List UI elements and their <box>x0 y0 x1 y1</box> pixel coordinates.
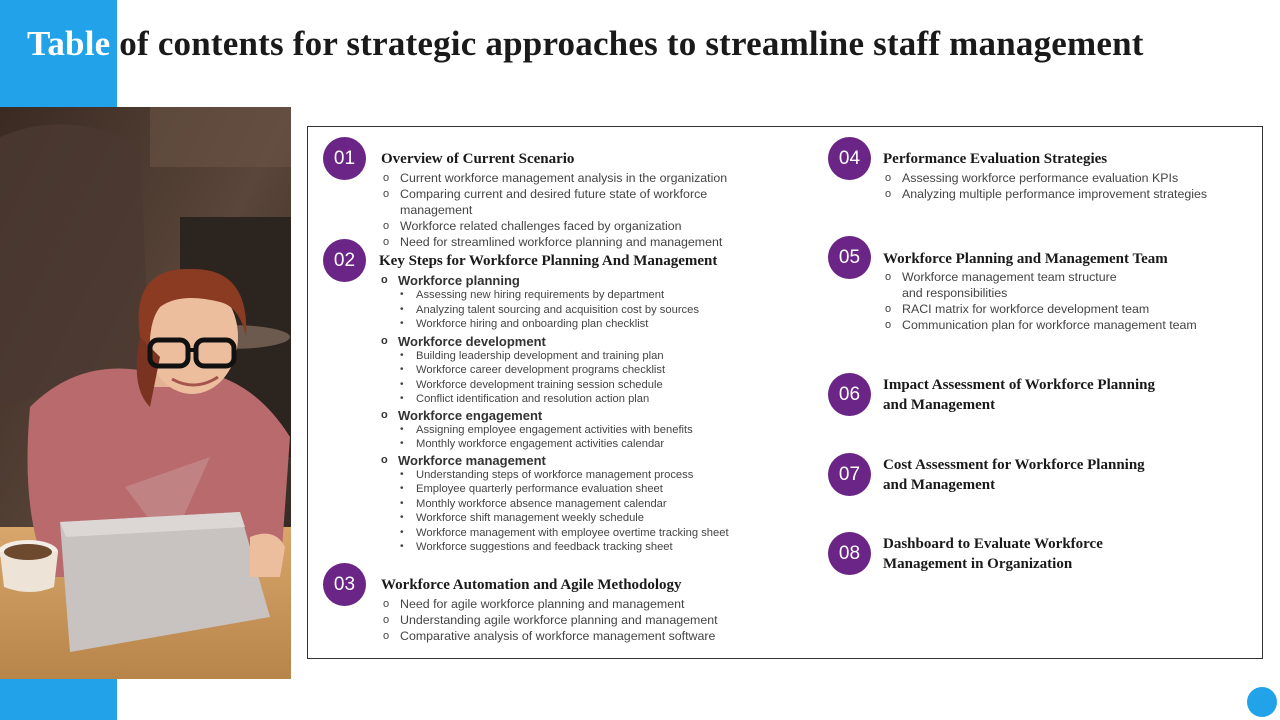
list-item: o Analyzing multiple performance improvement strategies <box>883 186 1253 202</box>
list-item: o RACI matrix for workforce development team <box>883 301 1253 317</box>
list-item: o Understanding agile workforce planning and management <box>381 612 781 628</box>
section-list-04 <box>883 170 1253 202</box>
accent-block-bottom <box>0 679 117 720</box>
sub-list-item: • Workforce management with employee overtime tracking sheet <box>379 526 799 541</box>
section-number-02: 02 <box>323 239 366 282</box>
sub-list-item: • Workforce career development programs checklist <box>379 363 799 378</box>
title-highlight: Table <box>27 24 111 63</box>
list-item: o Current workforce management analysis in the organization <box>381 170 761 186</box>
list-item: o Workforce related challenges faced by organization <box>381 218 761 234</box>
section-title-04[interactable]: Performance Evaluation Strategies <box>883 151 1108 167</box>
section-title-03[interactable]: Workforce Automation and Agile Methodology <box>381 577 682 593</box>
sub-list-item: • Assessing new hiring requirements by department <box>379 288 799 303</box>
section-title-01[interactable]: Overview of Current Scenario <box>381 151 575 167</box>
section-number-01: 01 <box>323 137 366 180</box>
sub-list-item: • Understanding steps of workforce management process <box>379 468 799 483</box>
sub-list-item: • Building leadership development and training plan <box>379 349 799 364</box>
title-rest: of contents for strategic approaches to streamline staff management <box>110 24 1144 63</box>
section-title-07-line-2[interactable]: and Management <box>883 477 996 493</box>
subsection-heading: o Workforce engagement <box>379 408 799 423</box>
section-number-06: 06 <box>828 373 871 416</box>
section-title-06-line-2[interactable]: and Management <box>883 397 996 413</box>
subsection-block <box>379 423 799 452</box>
section-number-03: 03 <box>323 563 366 606</box>
section-title-02[interactable]: Key Steps for Workforce Planning And Management <box>379 253 718 269</box>
sub-list-item: • Analyzing talent sourcing and acquisition cost by sources <box>379 303 799 318</box>
sub-list-item: • Conflict identification and resolution action plan <box>379 392 799 407</box>
woman-with-laptop-photo <box>0 107 291 679</box>
sub-list-item: • Workforce shift management weekly schedule <box>379 511 799 526</box>
sub-list-item: • Workforce hiring and onboarding plan checklist <box>379 317 799 332</box>
subsection-heading: o Workforce development <box>379 334 799 349</box>
list-item-continued: management <box>400 203 473 217</box>
contents-panel <box>307 126 1263 659</box>
section-list-02 <box>379 273 799 555</box>
section-number-04: 04 <box>828 137 871 180</box>
list-item-continued: and responsibilities <box>902 286 1008 300</box>
section-number-08: 08 <box>828 532 871 575</box>
subsection-block <box>379 468 799 555</box>
section-list-05 <box>883 269 1253 333</box>
list-item: o Need for agile workforce planning and management <box>381 596 781 612</box>
subsection-heading: o Workforce planning <box>379 273 799 288</box>
sub-list-item: • Workforce suggestions and feedback tracking sheet <box>379 540 799 555</box>
list-item: o Workforce management team structure <box>883 269 1253 285</box>
list-item: o Need for streamlined workforce planning and management <box>381 234 761 250</box>
section-title-07-line-1[interactable]: Cost Assessment for Workforce Planning <box>883 457 1145 473</box>
section-title-05[interactable]: Workforce Planning and Management Team <box>883 251 1168 267</box>
section-number-07: 07 <box>828 453 871 496</box>
list-item: o Comparing current and desired future state of workforce <box>381 186 761 202</box>
section-list-03 <box>381 596 781 644</box>
sub-list-item: • Employee quarterly performance evaluation sheet <box>379 482 799 497</box>
section-title-06-line-1[interactable]: Impact Assessment of Workforce Planning <box>883 377 1155 393</box>
list-item: o Communication plan for workforce management team <box>883 317 1253 333</box>
section-list-01 <box>381 170 761 250</box>
section-title-08-line-1[interactable]: Dashboard to Evaluate Workforce <box>883 536 1103 552</box>
list-item: o Assessing workforce performance evaluation KPIs <box>883 170 1253 186</box>
sub-list-item: • Assigning employee engagement activities with benefits <box>379 423 799 438</box>
corner-dot <box>1247 687 1277 717</box>
sub-list-item: • Workforce development training session schedule <box>379 378 799 393</box>
section-title-08-line-2[interactable]: Management in Organization <box>883 556 1073 572</box>
section-number-05: 05 <box>828 236 871 279</box>
subsection-block <box>379 349 799 407</box>
page-title <box>27 24 1144 64</box>
subsection-heading: o Workforce management <box>379 453 799 468</box>
sub-list-item: • Monthly workforce engagement activities calendar <box>379 437 799 452</box>
list-item: o Comparative analysis of workforce management software <box>381 628 781 644</box>
subsection-block <box>379 288 799 332</box>
sub-list-item: • Monthly workforce absence management calendar <box>379 497 799 512</box>
